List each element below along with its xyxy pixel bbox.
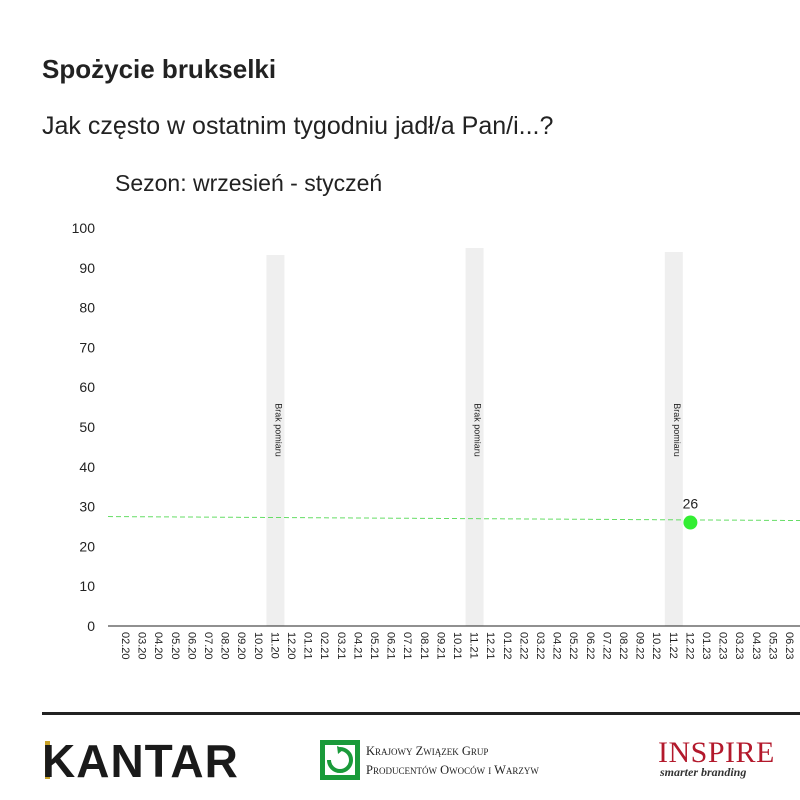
y-tick-label: 30 [79,498,95,515]
survey-question: Jak często w ostatnim tygodniu jadł/a Pan/i...? [42,112,554,140]
data-points [683,496,699,530]
x-tick-label: 03.22 [534,632,546,660]
x-tick-label: 07.20 [202,632,214,660]
x-tick-label: 11.21 [467,632,480,659]
x-tick-label: 01.21 [301,632,314,660]
x-tick-label: 03.20 [135,632,148,660]
x-tick-label: 01.23 [700,632,712,660]
x-tick-label: 11.22 [666,632,679,659]
x-tick-label: 09.22 [633,632,646,660]
x-tick-label: 10.21 [451,632,463,660]
x-tick-label: 12.21 [484,632,497,660]
y-tick-label: 60 [79,379,95,396]
y-tick-label: 10 [79,578,95,595]
no-data-label: Brak pomiaru [472,403,483,457]
x-tick-label: 05.21 [368,632,380,660]
y-tick-label: 20 [79,538,95,555]
x-tick-label: 06.23 [783,632,795,660]
x-tick-label: 06.20 [185,632,198,660]
inspire-logo [658,736,775,779]
chart-subtitle: Sezon: wrzesień - styczeń [115,170,383,196]
kzgp-logo-icon [320,740,360,780]
inspire-logo-name: INSPIRE [658,736,775,769]
y-tick-label: 90 [79,259,95,276]
x-tick-label: 03.23 [733,632,746,660]
x-tick-label: 12.20 [285,632,297,660]
x-tick-label: 09.21 [434,632,447,660]
kantar-logo: KANTAR [42,735,239,787]
x-tick-label: 04.20 [152,632,165,660]
x-tick-label: 04.21 [351,632,364,660]
x-tick-label: 01.22 [500,632,513,660]
x-tick-label: 04.23 [749,632,762,660]
x-tick-label: 02.22 [517,632,530,660]
y-axis [72,220,96,634]
kzgp-name-line-1: Krajowy Związek Grup [366,744,489,758]
x-tick-label: 06.22 [583,632,596,660]
x-tick-label: 03.21 [334,632,347,660]
x-tick-label: 06.21 [384,632,397,660]
x-tick-label: 07.22 [600,632,613,660]
x-tick-label: 10.22 [650,632,663,660]
no-data-label: Brak pomiaru [273,403,284,457]
x-tick-label: 05.22 [567,632,580,660]
y-tick-label: 0 [87,618,95,634]
footer-divider [42,712,800,715]
y-tick-label: 50 [79,419,95,435]
data-label: 26 [682,495,699,512]
no-data-bands [266,248,682,626]
x-tick-label: 08.21 [417,632,430,660]
page-title: Spożycie brukselki [42,54,277,84]
x-tick-label: 12.22 [683,632,696,660]
inspire-logo-tagline: smarter branding [660,765,747,779]
x-tick-label: 05.23 [766,632,779,660]
x-tick-label: 02.20 [119,632,131,660]
x-tick-label: 11.20 [268,632,281,659]
x-tick-label: 04.22 [550,632,563,660]
y-tick-label: 100 [71,220,95,236]
x-axis [108,626,800,660]
line-chart [0,210,800,680]
y-tick-label: 70 [79,339,95,356]
x-tick-label: 08.20 [218,632,231,660]
x-tick-label: 07.21 [401,632,414,660]
y-tick-label: 80 [79,299,95,316]
no-data-label: Brak pomiaru [671,403,682,457]
y-tick-label: 40 [79,458,95,475]
x-tick-label: 08.22 [617,632,629,660]
x-tick-label: 09.20 [235,632,248,660]
x-tick-label: 02.21 [318,632,331,660]
kzgp-name-line-2: Producentów Owoców i Warzyw [366,763,539,777]
x-tick-label: 05.20 [168,632,181,660]
x-tick-label: 02.23 [716,632,729,660]
data-point [683,516,697,530]
x-tick-label: 10.20 [251,632,264,660]
